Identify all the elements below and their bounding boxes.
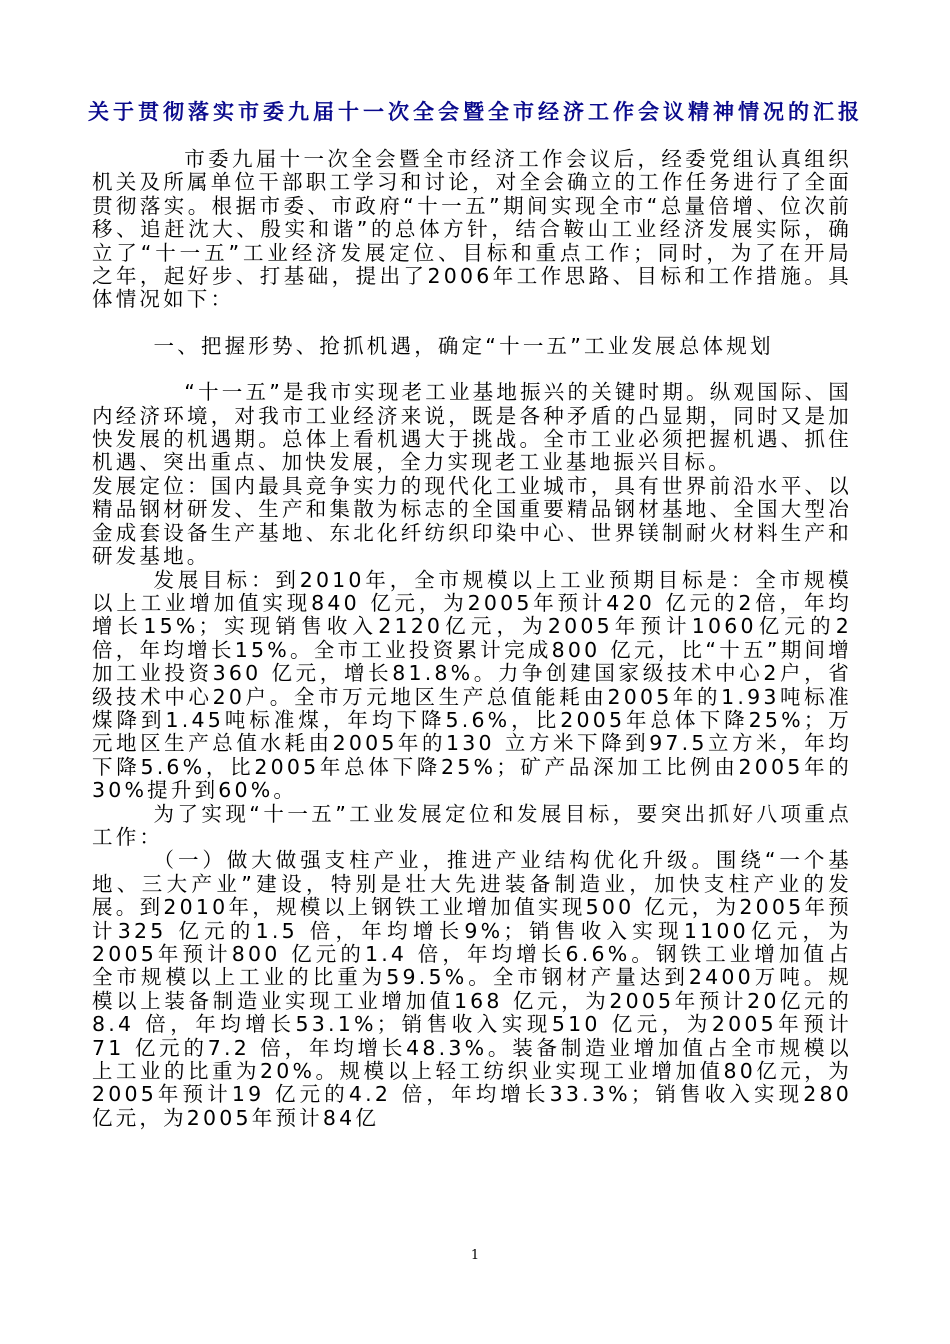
- paragraph-targets: 发展目标：到2010年，全市规模以上工业预期目标是：全市规模以上工业增加值实现840 亿元，为2005年预计420 亿元的2倍，年均增长15%；实现销售收入2120亿元，为2005年预计1060亿元的2倍，年均增长15%。全市工业投资累计完成800 亿元，比“十五”期间增加工业投资360 亿元，增长81.8%。力争创建国家级技术中心2户，省级技术中心20户。全市万元地区生产总值能耗由2005年的1.93吨标准煤降到1.45吨标准煤，年均下降5.6%，比2005年总体下降25%；万元地区生产总值水耗由2005年的130 立方米下降到97.5立方米，年均下降5.6%，比2005年总体下降25%；矿产品深加工比例由2005年的30%提升到60%。: [92, 567, 852, 803]
- paragraph-gap: [92, 358, 852, 381]
- paragraph-key-tasks: 为了实现“十一五”工业发展定位和发展目标，要突出抓好八项重点工作：: [92, 801, 852, 849]
- section-heading-1: 一、把握形势、抢抓机遇，确定“十一五”工业发展总体规划: [153, 333, 774, 358]
- paragraph-situation: “十一五”是我市实现老工业基地振兴的关键时期。纵观国际、国内经济环境，对我市工业经济来说，既是各种矛盾的凸显期，同时又是加快发展的机遇期。总体上看机遇大于挑战。全市工业必须把握机遇、抓住机遇、突出重点、加快发展，全力实现老工业基地振兴目标。: [92, 380, 852, 475]
- page-number: 1: [470, 1248, 480, 1263]
- paragraph-intro: 市委九届十一次全会暨全市经济工作会议后，经委党组认真组织机关及所属单位干部职工学习和讨论，对全会确立的工作任务进行了全面贯彻落实。根据市委、市政府“十一五”期间实现全市“总量倍增、位次前移、追赶沈大、殷实和谐”的总体方针，结合鞍山工业经济发展实际，确立了“十一五”工业经济发展定位、目标和重点工作；同时，为了在开局之年，起好步、打基础，提出了2006年工作思路、目标和工作措施。具体情况如下：: [92, 147, 852, 312]
- paragraph-gap: [92, 312, 852, 335]
- paragraph-task-1: （一）做大做强支柱产业，推进产业结构优化升级。围绕“一个基地、三大产业”建设，特别是壮大先进装备制造业，加快支柱产业的发展。到2010年，规模以上钢铁工业增加值实现500 亿元，为2005年预计325 亿元的1.5 倍，年均增长9%；销售收入实现1100亿元，为2005年预计800 亿元的1.4 倍，年均增长6.6%。钢铁工业增加值占全市规模以上工业的比重为59.5%。全市钢材产量达到2400万吨。规模以上装备制造业实现工业增加值168 亿元，为2005年预计20亿元的8.4 倍，年均增长53.1%；销售收入实现510 亿元，为2005年预计71 亿元的7.2 倍，年均增长48.3%。装备制造业增加值占全市规模以上工业的比重为20%。规模以上轻工纺织业实现工业增加值80亿元，为2005年预计19 亿元的4.2 倍，年均增长33.3%；销售收入实现280 亿元，为2005年预计84亿: [92, 848, 852, 1130]
- document-title: 关于贯彻落实市委九届十一次全会暨全市经济工作会议精神情况的汇报: [88, 100, 863, 124]
- paragraph-positioning: 发展定位：国内最具竞争实力的现代化工业城市，具有世界前沿水平、以精品钢材研发、生产和集散为标志的全国重要精品钢材基地、全国大型冶金成套设备生产基地、东北化纤纺织印染中心、世界镁制耐火材料生产和研发基地。: [92, 473, 852, 569]
- document-body: [92, 148, 852, 1130]
